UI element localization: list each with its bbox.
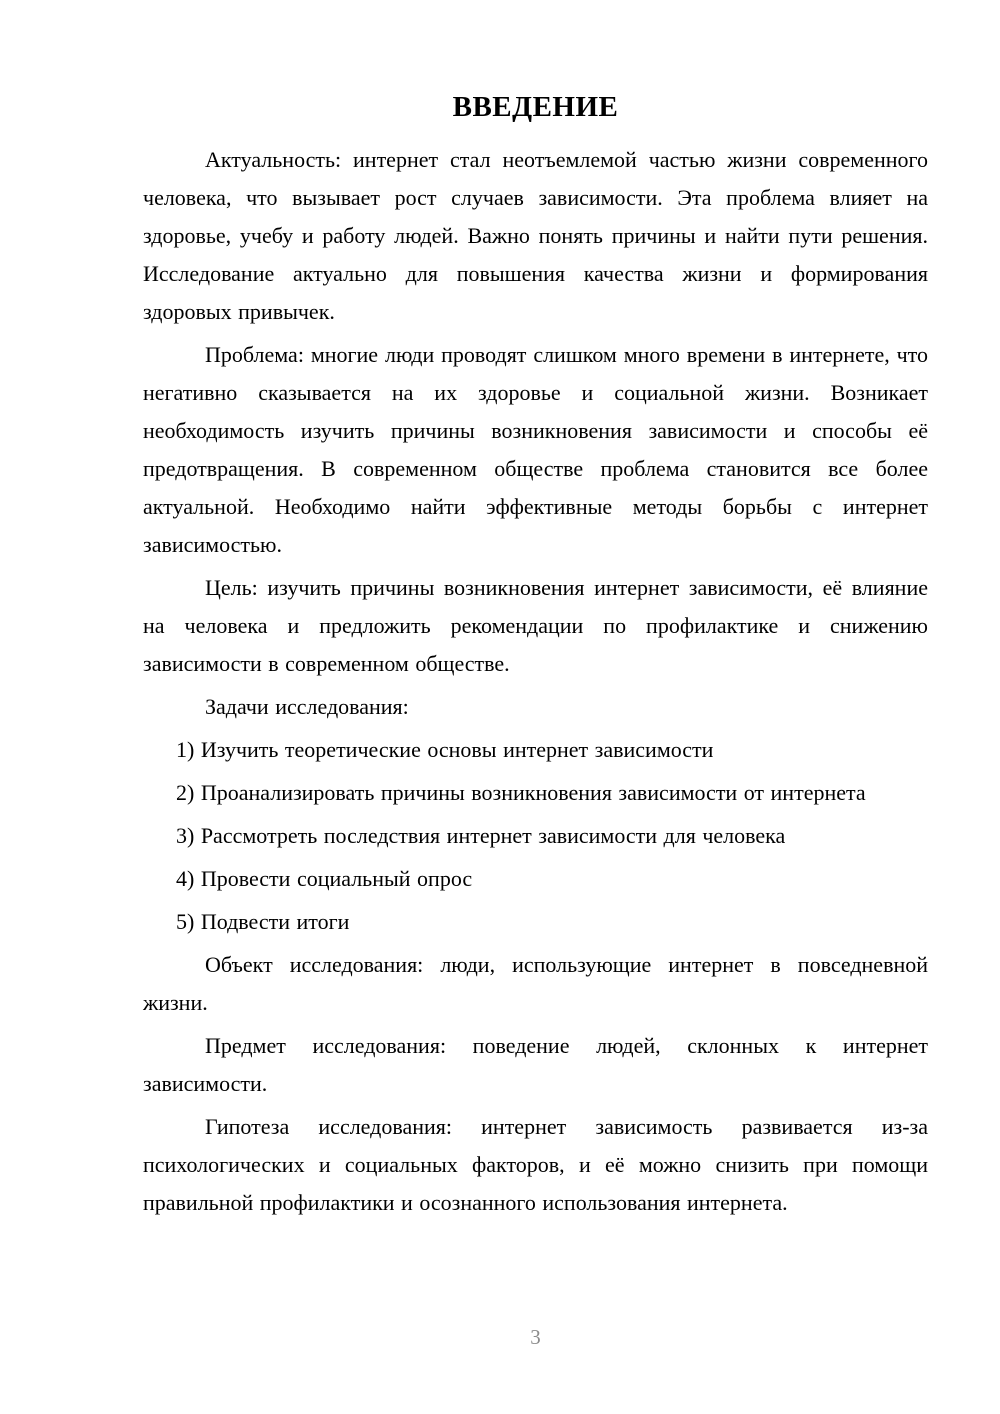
- task-item-1: 1) Изучить теоретические основы интернет зависимости: [176, 737, 714, 762]
- page-number: 3: [530, 1325, 541, 1349]
- paragraph-object: Объект исследования: люди, использующие интернет в повседневной жизни.: [143, 952, 928, 1015]
- paragraph-goal: Цель: изучить причины возникновения интернет зависимости, её влияние на человека и предложить рекомендации по профилактике и снижению зависимости в современном обществе.: [143, 575, 928, 676]
- paragraph-problem: Проблема: многие люди проводят слишком много времени в интернете, что негативно сказывается на их здоровье и социальной жизни. Возникает необходимость изучить причины возникновения зависимости и способы её предотвращения. В современном обществе проблема становится все более актуальной. Необходимо найти эффективные методы борьбы с интернет зависимостью.: [143, 342, 928, 557]
- tasks-heading: Задачи исследования:: [205, 694, 409, 719]
- page-title: ВВЕДЕНИЕ: [452, 91, 619, 123]
- task-item-5: 5) Подвести итоги: [176, 909, 350, 934]
- paragraph-subject: Предмет исследования: поведение людей, склонных к интернет зависимости.: [143, 1033, 928, 1096]
- paragraph-relevance: Актуальность: интернет стал неотъемлемой частью жизни современного человека, что вызывает рост случаев зависимости. Эта проблема влияет на здоровье, учебу и работу людей. Важно понять причины и найти пути решения. Исследование актуально для повышения качества жизни и формирования здоровых привычек.: [143, 147, 928, 324]
- paragraph-hypothesis: Гипотеза исследования: интернет зависимость развивается из-за психологических и социальных факторов, и её можно снизить при помощи правильной профилактики и осознанного использования интернета.: [143, 1114, 928, 1215]
- task-item-2: 2) Проанализировать причины возникновения зависимости от интернета: [176, 780, 866, 805]
- task-item-3: 3) Рассмотреть последствия интернет зависимости для человека: [176, 823, 786, 848]
- task-item-4: 4) Провести социальный опрос: [176, 866, 473, 891]
